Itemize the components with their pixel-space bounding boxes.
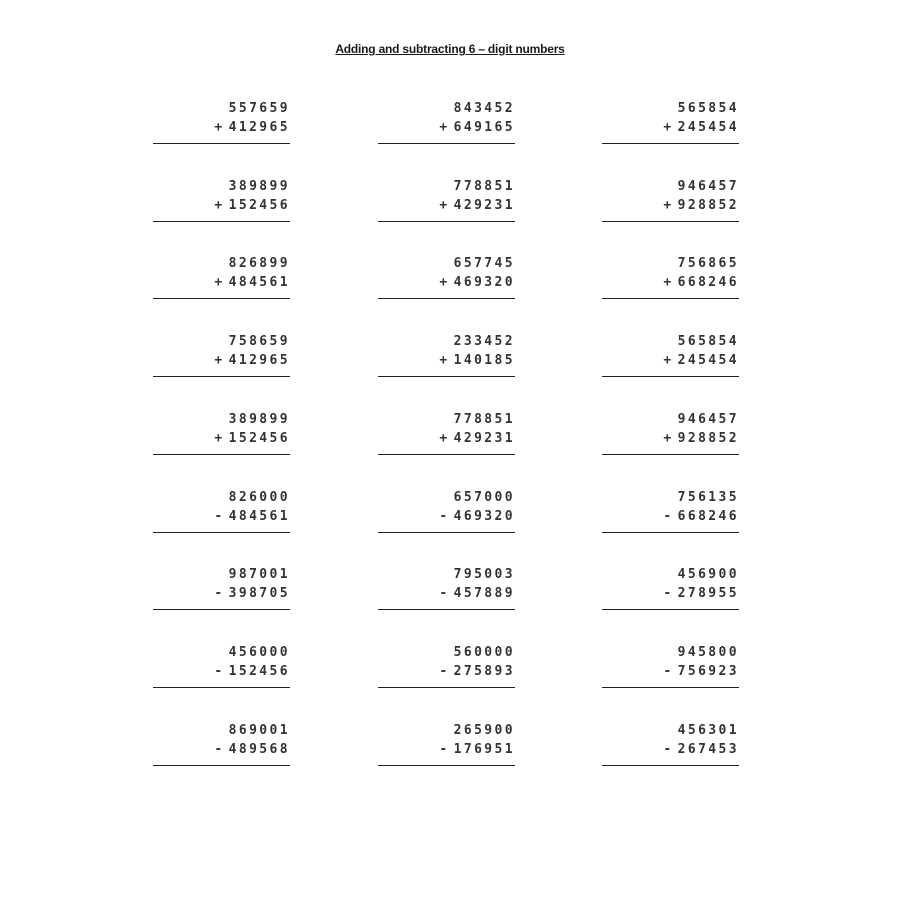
problem-5-3 — [602, 412, 739, 455]
worksheet-title: Adding and subtracting 6 – digit numbers — [335, 42, 565, 56]
bottom-number: 152456 — [228, 664, 290, 679]
operator-sign: + — [214, 120, 225, 135]
bottom-line — [663, 198, 739, 213]
bottom-line — [214, 586, 290, 601]
bottom-line — [663, 664, 739, 679]
bottom-number: 469320 — [453, 509, 515, 524]
bottom-line — [214, 120, 290, 135]
bottom-number: 278955 — [677, 586, 739, 601]
operator-sign: + — [663, 275, 674, 290]
bottom-number: 668246 — [677, 509, 739, 524]
bottom-line — [439, 198, 515, 213]
top-number: 756135 — [677, 490, 739, 505]
top-number: 560000 — [453, 645, 515, 660]
bottom-number: 928852 — [677, 431, 739, 446]
bottom-line — [439, 664, 515, 679]
bottom-number: 245454 — [677, 120, 739, 135]
problem-1-2 — [378, 101, 515, 144]
operator-sign: + — [439, 431, 450, 446]
problem-5-1 — [153, 412, 290, 455]
top-number: 826899 — [228, 256, 290, 271]
bottom-line — [663, 586, 739, 601]
top-number: 795003 — [453, 567, 515, 582]
bottom-number: 928852 — [677, 198, 739, 213]
operator-sign: - — [663, 664, 674, 679]
bottom-line — [439, 742, 515, 757]
operator-sign: - — [214, 742, 225, 757]
operator-sign: - — [439, 742, 450, 757]
problem-3-2 — [378, 256, 515, 299]
top-number: 565854 — [677, 334, 739, 349]
operator-sign: - — [214, 509, 225, 524]
bottom-line — [663, 275, 739, 290]
top-number: 758659 — [228, 334, 290, 349]
bottom-number: 245454 — [677, 353, 739, 368]
bottom-line — [439, 509, 515, 524]
bottom-number: 267453 — [677, 742, 739, 757]
top-number: 657745 — [453, 256, 515, 271]
bottom-number: 457889 — [453, 586, 515, 601]
problem-2-3 — [602, 179, 739, 222]
problem-9-3 — [602, 723, 739, 766]
top-number: 557659 — [228, 101, 290, 116]
top-number: 265900 — [453, 723, 515, 738]
top-number: 565854 — [677, 101, 739, 116]
operator-sign: + — [214, 353, 225, 368]
problem-6-3 — [602, 490, 739, 533]
problem-9-1 — [153, 723, 290, 766]
top-number: 946457 — [677, 412, 739, 427]
bottom-line — [214, 275, 290, 290]
bottom-number: 489568 — [228, 742, 290, 757]
bottom-number: 484561 — [228, 275, 290, 290]
bottom-line — [214, 664, 290, 679]
top-number: 456000 — [228, 645, 290, 660]
bottom-line — [439, 431, 515, 446]
bottom-line — [214, 431, 290, 446]
bottom-number: 412965 — [228, 353, 290, 368]
operator-sign: - — [663, 742, 674, 757]
bottom-number: 176951 — [453, 742, 515, 757]
problem-4-2 — [378, 334, 515, 377]
operator-sign: + — [214, 275, 225, 290]
operator-sign: - — [663, 586, 674, 601]
top-number: 778851 — [453, 179, 515, 194]
top-number: 869001 — [228, 723, 290, 738]
problem-6-2 — [378, 490, 515, 533]
operator-sign: + — [439, 120, 450, 135]
top-number: 945800 — [677, 645, 739, 660]
bottom-line — [439, 120, 515, 135]
bottom-line — [663, 509, 739, 524]
problem-4-3 — [602, 334, 739, 377]
bottom-number: 756923 — [677, 664, 739, 679]
top-number: 389899 — [228, 412, 290, 427]
bottom-line — [663, 431, 739, 446]
problem-2-1 — [153, 179, 290, 222]
top-number: 826000 — [228, 490, 290, 505]
top-number: 778851 — [453, 412, 515, 427]
problem-8-2 — [378, 645, 515, 688]
problem-4-1 — [153, 334, 290, 377]
bottom-line — [439, 586, 515, 601]
top-number: 843452 — [453, 101, 515, 116]
operator-sign: + — [439, 275, 450, 290]
bottom-line — [663, 120, 739, 135]
problem-7-1 — [153, 567, 290, 610]
bottom-number: 429231 — [453, 198, 515, 213]
top-number: 756865 — [677, 256, 739, 271]
bottom-line — [214, 742, 290, 757]
operator-sign: + — [439, 353, 450, 368]
operator-sign: - — [439, 664, 450, 679]
operator-sign: + — [439, 198, 450, 213]
bottom-line — [663, 742, 739, 757]
operator-sign: - — [439, 586, 450, 601]
top-number: 456900 — [677, 567, 739, 582]
top-number: 946457 — [677, 179, 739, 194]
problem-3-1 — [153, 256, 290, 299]
bottom-number: 668246 — [677, 275, 739, 290]
operator-sign: - — [663, 509, 674, 524]
bottom-number: 429231 — [453, 431, 515, 446]
problem-1-1 — [153, 101, 290, 144]
top-number: 456301 — [677, 723, 739, 738]
bottom-line — [214, 198, 290, 213]
operator-sign: - — [214, 664, 225, 679]
bottom-number: 398705 — [228, 586, 290, 601]
bottom-number: 412965 — [228, 120, 290, 135]
problem-3-3 — [602, 256, 739, 299]
problem-9-2 — [378, 723, 515, 766]
bottom-line — [214, 353, 290, 368]
top-number: 657000 — [453, 490, 515, 505]
top-number: 987001 — [228, 567, 290, 582]
top-number: 233452 — [453, 334, 515, 349]
bottom-number: 649165 — [453, 120, 515, 135]
problem-5-2 — [378, 412, 515, 455]
operator-sign: - — [214, 586, 225, 601]
problem-7-2 — [378, 567, 515, 610]
problem-7-3 — [602, 567, 739, 610]
bottom-number: 152456 — [228, 431, 290, 446]
bottom-number: 152456 — [228, 198, 290, 213]
operator-sign: - — [439, 509, 450, 524]
top-number: 389899 — [228, 179, 290, 194]
bottom-line — [663, 353, 739, 368]
bottom-line — [214, 509, 290, 524]
operator-sign: + — [663, 120, 674, 135]
problem-8-1 — [153, 645, 290, 688]
bottom-number: 484561 — [228, 509, 290, 524]
operator-sign: + — [663, 198, 674, 213]
operator-sign: + — [214, 431, 225, 446]
operator-sign: + — [663, 353, 674, 368]
operator-sign: + — [663, 431, 674, 446]
bottom-line — [439, 275, 515, 290]
problem-1-3 — [602, 101, 739, 144]
operator-sign: + — [214, 198, 225, 213]
bottom-line — [439, 353, 515, 368]
problem-8-3 — [602, 645, 739, 688]
bottom-number: 140185 — [453, 353, 515, 368]
bottom-number: 469320 — [453, 275, 515, 290]
problem-6-1 — [153, 490, 290, 533]
problem-2-2 — [378, 179, 515, 222]
bottom-number: 275893 — [453, 664, 515, 679]
